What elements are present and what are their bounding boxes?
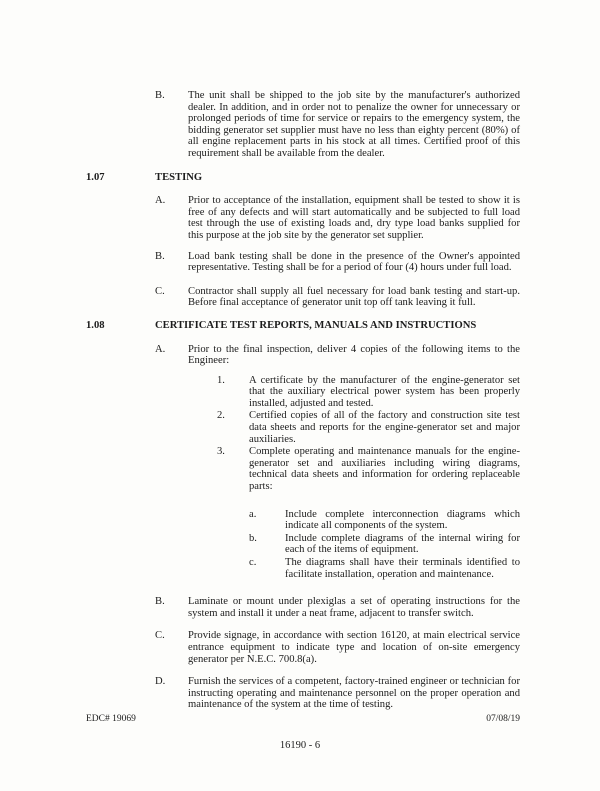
list-item xyxy=(86,410,520,445)
page-number: 16190 - 6 xyxy=(279,739,321,751)
item-label: A. xyxy=(155,343,166,355)
item-label: 3. xyxy=(217,446,225,458)
list-item xyxy=(86,533,520,556)
item-text: Include complete diagrams of the internal wiring for each of the items of equipment. xyxy=(285,532,520,556)
item-label: C. xyxy=(155,630,165,642)
item-label: 2. xyxy=(217,410,225,422)
footer-date: 07/08/19 xyxy=(486,713,520,724)
list-item xyxy=(86,90,520,160)
item-label: B. xyxy=(155,596,165,608)
section-title: CERTIFICATE TEST REPORTS, MANUALS AND INSTRUCTIONS xyxy=(155,319,477,331)
list-item xyxy=(86,630,520,665)
list-item xyxy=(86,676,520,711)
section-number: 1.08 xyxy=(86,319,105,331)
item-text: Prior to the final inspection, deliver 4 copies of the following items to the Engineer: xyxy=(188,343,520,367)
item-text: Load bank testing shall be done in the presence of the Owner's appointed representative. Testing shall be for a period of four (4) hours under full load. xyxy=(188,250,520,274)
section-heading xyxy=(86,172,520,184)
item-label: A. xyxy=(155,195,166,207)
page-footer xyxy=(86,714,520,726)
item-text: Certified copies of all of the factory and construction site test data sheets and reports for the engine-generator set and major auxiliaries. xyxy=(249,410,520,445)
item-text: Provide signage, in accordance with section 16120, at main electrical service entrance equipment to indicate type and location of on-site emergency generator per N.E.C. 700.8(a). xyxy=(188,630,520,665)
item-label: B. xyxy=(155,250,165,262)
list-item xyxy=(86,286,520,309)
item-text: Include complete interconnection diagrams which indicate all components of the system. xyxy=(285,508,520,532)
section-number: 1.07 xyxy=(86,171,105,183)
item-text: Prior to acceptance of the installation, equipment shall be tested to show it is free of any defects and will start automatically and be subjected to full load test through the use of existing loads and, dry type load banks supplied for this purpose at the job site by the generator set supplier. xyxy=(188,195,520,241)
document-page xyxy=(86,0,520,791)
item-label: B. xyxy=(155,90,165,101)
item-text: The unit shall be shipped to the job site by the manufacturer's authorized dealer. In addition, and in order not to penalize the owner for unnecessary or prolonged periods of time for service or repairs to the emergency system, the bidding generator set supplier must have no less than eighty percent (80%) of all engine replacement parts in his stock at all times. Certified proof of this requirement shall be available from the dealer. xyxy=(188,90,520,159)
list-item xyxy=(86,557,520,580)
item-text: The diagrams shall have their terminals identified to facilitate installation, operation and maintenance. xyxy=(285,557,520,580)
item-label: 1. xyxy=(217,374,225,386)
list-item xyxy=(86,195,520,241)
item-label: C. xyxy=(155,285,165,297)
project-number: EDC# 19069 xyxy=(86,713,136,724)
item-label: D. xyxy=(155,676,166,688)
list-item xyxy=(86,446,520,492)
item-text: Complete operating and maintenance manuals for the engine-generator set and auxiliaries including wiring diagrams, technical data sheets and information for ordering replaceable parts: xyxy=(249,446,520,493)
item-text: A certificate by the manufacturer of the engine-generator set that the auxiliary electrical power system has been properly installed, adjusted and tested. xyxy=(249,374,520,409)
item-text: Furnish the services of a competent, factory-trained engineer or technician for instructing operating and maintenance personnel on the proper operation and maintenance of the system at the time of testing. xyxy=(188,676,520,711)
item-text: Laminate or mount under plexiglas a set of operating instructions for the system and install it under a neat frame, adjacent to transfer switch. xyxy=(188,596,520,619)
list-item xyxy=(86,344,520,367)
section-heading xyxy=(86,320,520,332)
list-item xyxy=(86,596,520,619)
list-item xyxy=(86,509,520,532)
section-title: TESTING xyxy=(155,171,203,183)
item-text: Contractor shall supply all fuel necessary for load bank testing and start-up. Before final acceptance of generator unit top off tank leaving it full. xyxy=(188,285,520,309)
list-item xyxy=(86,251,520,274)
item-label: c. xyxy=(249,557,257,568)
item-label: b. xyxy=(249,532,257,544)
item-label: a. xyxy=(249,508,257,520)
list-item xyxy=(86,375,520,410)
